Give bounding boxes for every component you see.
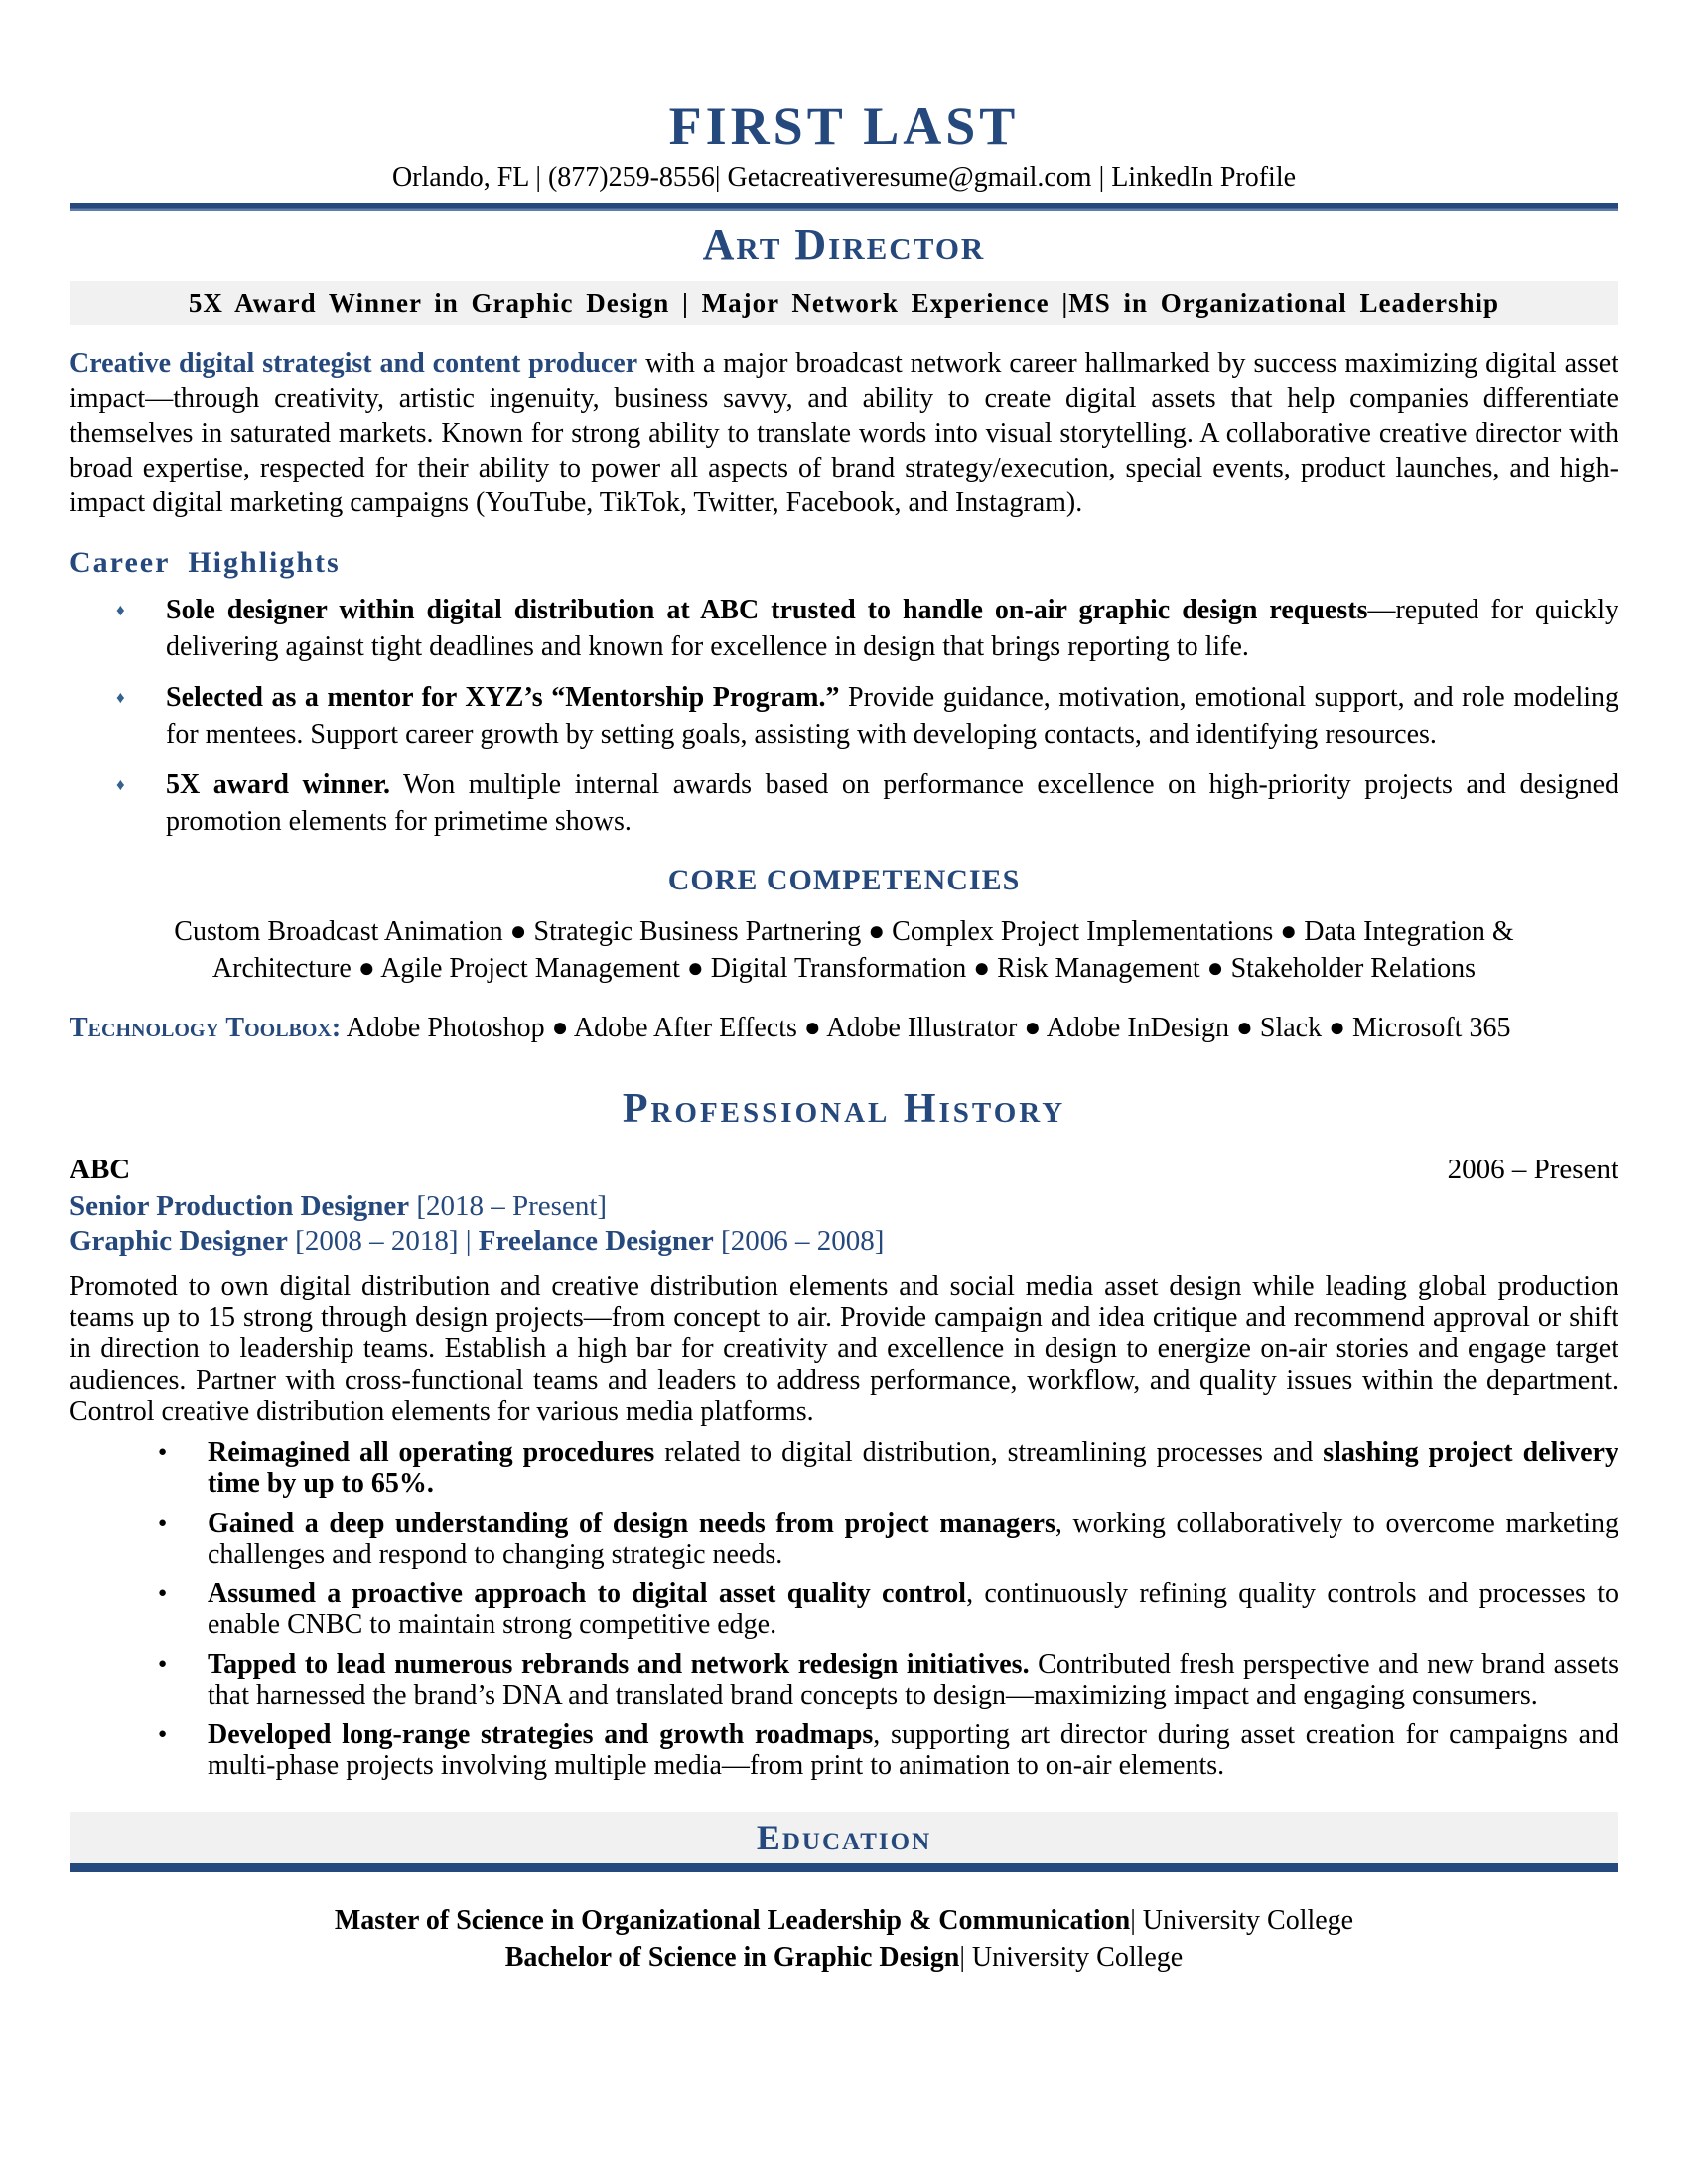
diamond-bullet-icon: ♦ xyxy=(116,601,125,619)
job-title: Art Director xyxy=(702,220,986,269)
technology-toolbox-label: Technology Toolbox: xyxy=(70,1013,342,1043)
employment-dates: 2006 – Present xyxy=(1447,1154,1618,1185)
tagline-text: 5X Award Winner in Graphic Design | Major Network Experience |MS in Organizational Leadership xyxy=(188,288,1500,318)
bold-text-run: Bachelor of Science in Graphic Design xyxy=(504,1941,960,1973)
role-lines xyxy=(70,1189,1618,1259)
text-run: related to digital distribution, streamlining processes and xyxy=(654,1436,1324,1468)
diamond-bullet-icon: ♦ xyxy=(116,688,125,707)
text-run: [2018 – Present] xyxy=(409,1190,608,1222)
summary-lead: Creative digital strategist and content producer xyxy=(70,348,638,379)
bullet-item xyxy=(70,592,1618,665)
bullet-text xyxy=(208,1649,1618,1711)
role-line xyxy=(70,1189,1618,1224)
degree-line xyxy=(70,1939,1618,1976)
bullet-item xyxy=(70,1508,1618,1570)
summary-paragraph xyxy=(70,346,1618,520)
dot-bullet-icon: ● xyxy=(158,1655,168,1672)
bold-text-run: Freelance Designer xyxy=(478,1225,714,1257)
bullet-text xyxy=(208,1437,1618,1500)
bullet-item xyxy=(70,1649,1618,1711)
bold-text-run: Tapped to lead numerous rebrands and network redesign initiatives. xyxy=(208,1648,1030,1680)
bullet-item xyxy=(70,1578,1618,1641)
header-divider xyxy=(70,203,1618,211)
resume-content xyxy=(0,95,1688,1976)
professional-history-heading: Professional History xyxy=(622,1086,1066,1132)
bold-text-run: Master of Science in Organizational Leadership & Communication xyxy=(334,1904,1131,1936)
bullet-item xyxy=(70,679,1618,752)
text-run: Provide guidance, motivation, emotional support, and role modeling for mentees. Support career growth by setting goals, assisting with developing contacts, and identifying resources. xyxy=(166,682,1619,750)
career-highlights-heading: Career Highlights xyxy=(70,546,341,579)
dot-bullet-icon: ● xyxy=(158,1725,168,1742)
bullet-text xyxy=(166,592,1618,665)
text-run: Contributed fresh perspective and new brand assets that harnessed the brand’s DNA and translated brand concepts to design—maximizing impact and engaging consumers. xyxy=(208,1648,1618,1710)
bold-text-run: Gained a deep understanding of design needs from project managers xyxy=(208,1507,1055,1539)
bullet-text xyxy=(208,1578,1618,1641)
bold-text-run: 5X award winner. xyxy=(166,769,390,800)
history-bullet-list xyxy=(70,1437,1618,1782)
bold-text-run: Reimagined all operating procedures xyxy=(208,1436,655,1468)
technology-toolbox-line xyxy=(70,1011,1618,1046)
text-run: | University College xyxy=(1130,1904,1354,1936)
career-highlights-list xyxy=(70,592,1618,840)
history-paragraph: Promoted to own digital distribution and creative distribution elements and social media asset design while leading global production teams up to 15 strong through design projects—from concept to air. Provide campaign and idea critique and recommend approval or shift in direction to leadership teams. Establish a high bar for creativity and excellence in design to energize on-air stories and engage target audiences. Partner with cross-functional teams and leaders to address performance, workflow, and quality issues within the department. Control creative distribution elements for various media platforms. xyxy=(70,1271,1618,1427)
text-run: —reputed for quickly delivering against tight deadlines and known for excellence in design that brings reporting to life. xyxy=(166,595,1619,662)
text-run: | University College xyxy=(959,1941,1184,1973)
degree-list xyxy=(70,1902,1618,1976)
education-heading: Education xyxy=(756,1817,932,1857)
technology-toolbox-text: Adobe Photoshop ● Adobe After Effects ● Adobe Illustrator ● Adobe InDesign ● Slack ● Microsoft 365 xyxy=(346,1013,1511,1043)
bullet-text xyxy=(208,1719,1618,1782)
role-line xyxy=(70,1224,1618,1259)
diamond-bullet-icon: ♦ xyxy=(116,775,125,794)
employer-row xyxy=(70,1152,1618,1187)
summary-body: with a major broadcast network career hallmarked by success maximizing digital asset impact—through creativity, artistic ingenuity, business savvy, and ability to create digital assets that help companies differentiate themselves in saturated markets. Known for strong ability to translate words into visual storytelling. A collaborative creative director with broad expertise, respected for their ability to power all aspects of brand strategy/execution, special events, product launches, and high-impact digital marketing campaigns (YouTube, TikTok, Twitter, Facebook, and Instagram). xyxy=(70,348,1618,518)
bold-text-run: Selected as a mentor for XYZ’s “Mentorship Program.” xyxy=(166,682,840,713)
bullet-item xyxy=(70,766,1618,840)
text-run: , continuously refining quality controls and processes to enable CNBC to maintain strong competitive edge. xyxy=(208,1577,1618,1640)
text-run: [2008 – 2018] | xyxy=(287,1225,479,1257)
text-run: , working collaboratively to overcome marketing challenges and respond to changing strategic needs. xyxy=(208,1507,1618,1570)
text-run: [2006 – 2008] xyxy=(713,1225,885,1257)
bullet-text xyxy=(166,679,1618,752)
bold-text-run: Senior Production Designer xyxy=(70,1190,410,1222)
dot-bullet-icon: ● xyxy=(158,1443,168,1460)
dot-bullet-icon: ● xyxy=(158,1514,168,1531)
tagline-banner xyxy=(70,281,1618,325)
text-run: , supporting art director during asset creation for campaigns and multi-phase projects involving multiple media—from print to animation to on-air elements. xyxy=(208,1718,1618,1781)
text-run: Won multiple internal awards based on performance excellence on high-priority projects and designed promotion elements for primetime shows. xyxy=(166,769,1619,837)
bullet-text xyxy=(166,766,1618,840)
candidate-name: FIRST LAST xyxy=(668,96,1020,156)
contact-line: Orlando, FL | (877)259-8556| Getacreativeresume@gmail.com | LinkedIn Profile xyxy=(391,162,1297,193)
education-divider xyxy=(70,1863,1618,1872)
core-competencies-text: Custom Broadcast Animation ● Strategic Business Partnering ● Complex Project Implementations ● Data Integration & Architecture ● Agile Project Management ● Digital Transformation ● Risk Management ● Stakeholder Relations xyxy=(174,916,1514,984)
employer-name: ABC xyxy=(70,1154,131,1185)
bullet-item xyxy=(70,1719,1618,1782)
bold-text-run: Developed long-range strategies and growth roadmaps xyxy=(208,1718,874,1750)
bold-text-run: Assumed a proactive approach to digital asset quality control xyxy=(208,1577,967,1609)
bold-text-run: slashing project delivery time by up to 65%. xyxy=(208,1436,1618,1499)
bullet-text xyxy=(208,1508,1618,1570)
bold-text-run: Sole designer within digital distribution at ABC trusted to handle on-air graphic design requests xyxy=(166,595,1368,625)
degree-line xyxy=(70,1902,1618,1939)
dot-bullet-icon: ● xyxy=(158,1584,168,1601)
bold-text-run: Graphic Designer xyxy=(70,1225,288,1257)
education-banner xyxy=(70,1812,1618,1863)
bullet-item xyxy=(70,1437,1618,1500)
core-competencies-heading: CORE COMPETENCIES xyxy=(667,864,1021,896)
